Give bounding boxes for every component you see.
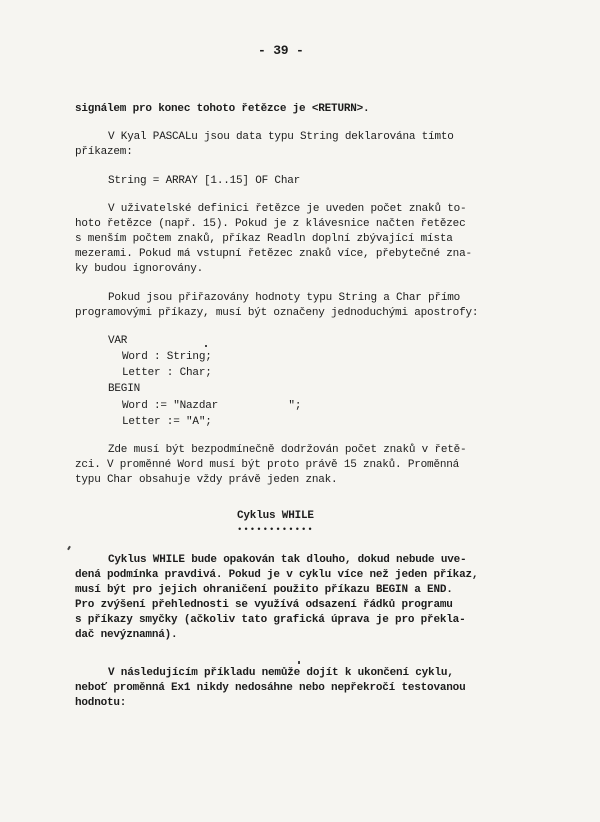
code-line: Word : String;	[122, 351, 212, 363]
text-line: V Kyal PASCALu jsou data typu String deklarována tímto	[108, 131, 454, 143]
scan-speck	[298, 661, 300, 664]
code-line: BEGIN	[108, 383, 141, 395]
text-line: neboť proměnná Ex1 nikdy nedosáhne nebo nepřekročí testovanou	[75, 682, 466, 694]
text-line: Pro zvýšení přehlednosti se využívá odsazení řádků programu	[75, 599, 453, 611]
text-line: s příkazy smyčky (ačkoliv tato grafická úprava je pro překla-	[75, 614, 466, 626]
text-line: dač nevýznamná).	[75, 629, 178, 641]
text-line: musí být pro jejich ohraničení použito příkazu BEGIN a END.	[75, 584, 453, 596]
section-heading: Cyklus WHILE	[237, 510, 314, 522]
text-line: hoto řetězce (např. 15). Pokud je z klávesnice načten řetězec	[75, 218, 466, 230]
text-line: příkazem:	[75, 146, 133, 158]
heading-underline-dots: ••••••••••••	[237, 525, 314, 535]
code-line: String = ARRAY [1..15] OF Char	[108, 175, 301, 187]
code-line: Letter := "A";	[122, 416, 212, 428]
text-line: s menším počtem znaků, příkaz Readln doplní zbývající místa	[75, 233, 453, 245]
text-line: Pokud jsou přiřazovány hodnoty typu String a Char přímo	[108, 292, 461, 304]
text-line: zci. V proměnné Word musí být proto právě 15 znaků. Proměnná	[75, 459, 460, 471]
text-line: V uživatelské definici řetězce je uveden počet znaků to-	[108, 203, 467, 215]
text-line: hodnotu:	[75, 697, 127, 709]
text-line: signálem pro konec tohoto řetězce je <RETURN>.	[75, 103, 370, 115]
code-line: Word := "Nazdar ";	[122, 400, 302, 412]
text-line: Cyklus WHILE bude opakován tak dlouho, dokud nebude uve-	[108, 554, 467, 566]
scan-speck	[67, 546, 71, 550]
text-line: ky budou ignorovány.	[75, 263, 204, 275]
text-line: dená podmínka pravdivá. Pokud je v cyklu více než jeden příkaz,	[75, 569, 479, 581]
text-line: typu Char obsahuje vždy právě jeden znak.	[75, 474, 338, 486]
text-line: V následujícím příkladu nemůže dojít k ukončení cyklu,	[108, 667, 454, 679]
text-line: programovými příkazy, musí být označeny jednoduchými apostrofy:	[75, 307, 479, 319]
text-line: mezerami. Pokud má vstupní řetězec znaků více, přebytečné zna-	[75, 248, 472, 260]
code-line: Letter : Char;	[122, 367, 212, 379]
scan-speck	[205, 345, 207, 347]
code-line: VAR	[108, 335, 128, 347]
text-line: Zde musí být bezpodmínečně dodržován počet znaků v řetě-	[108, 444, 467, 456]
page-number: - 39 -	[258, 43, 304, 58]
